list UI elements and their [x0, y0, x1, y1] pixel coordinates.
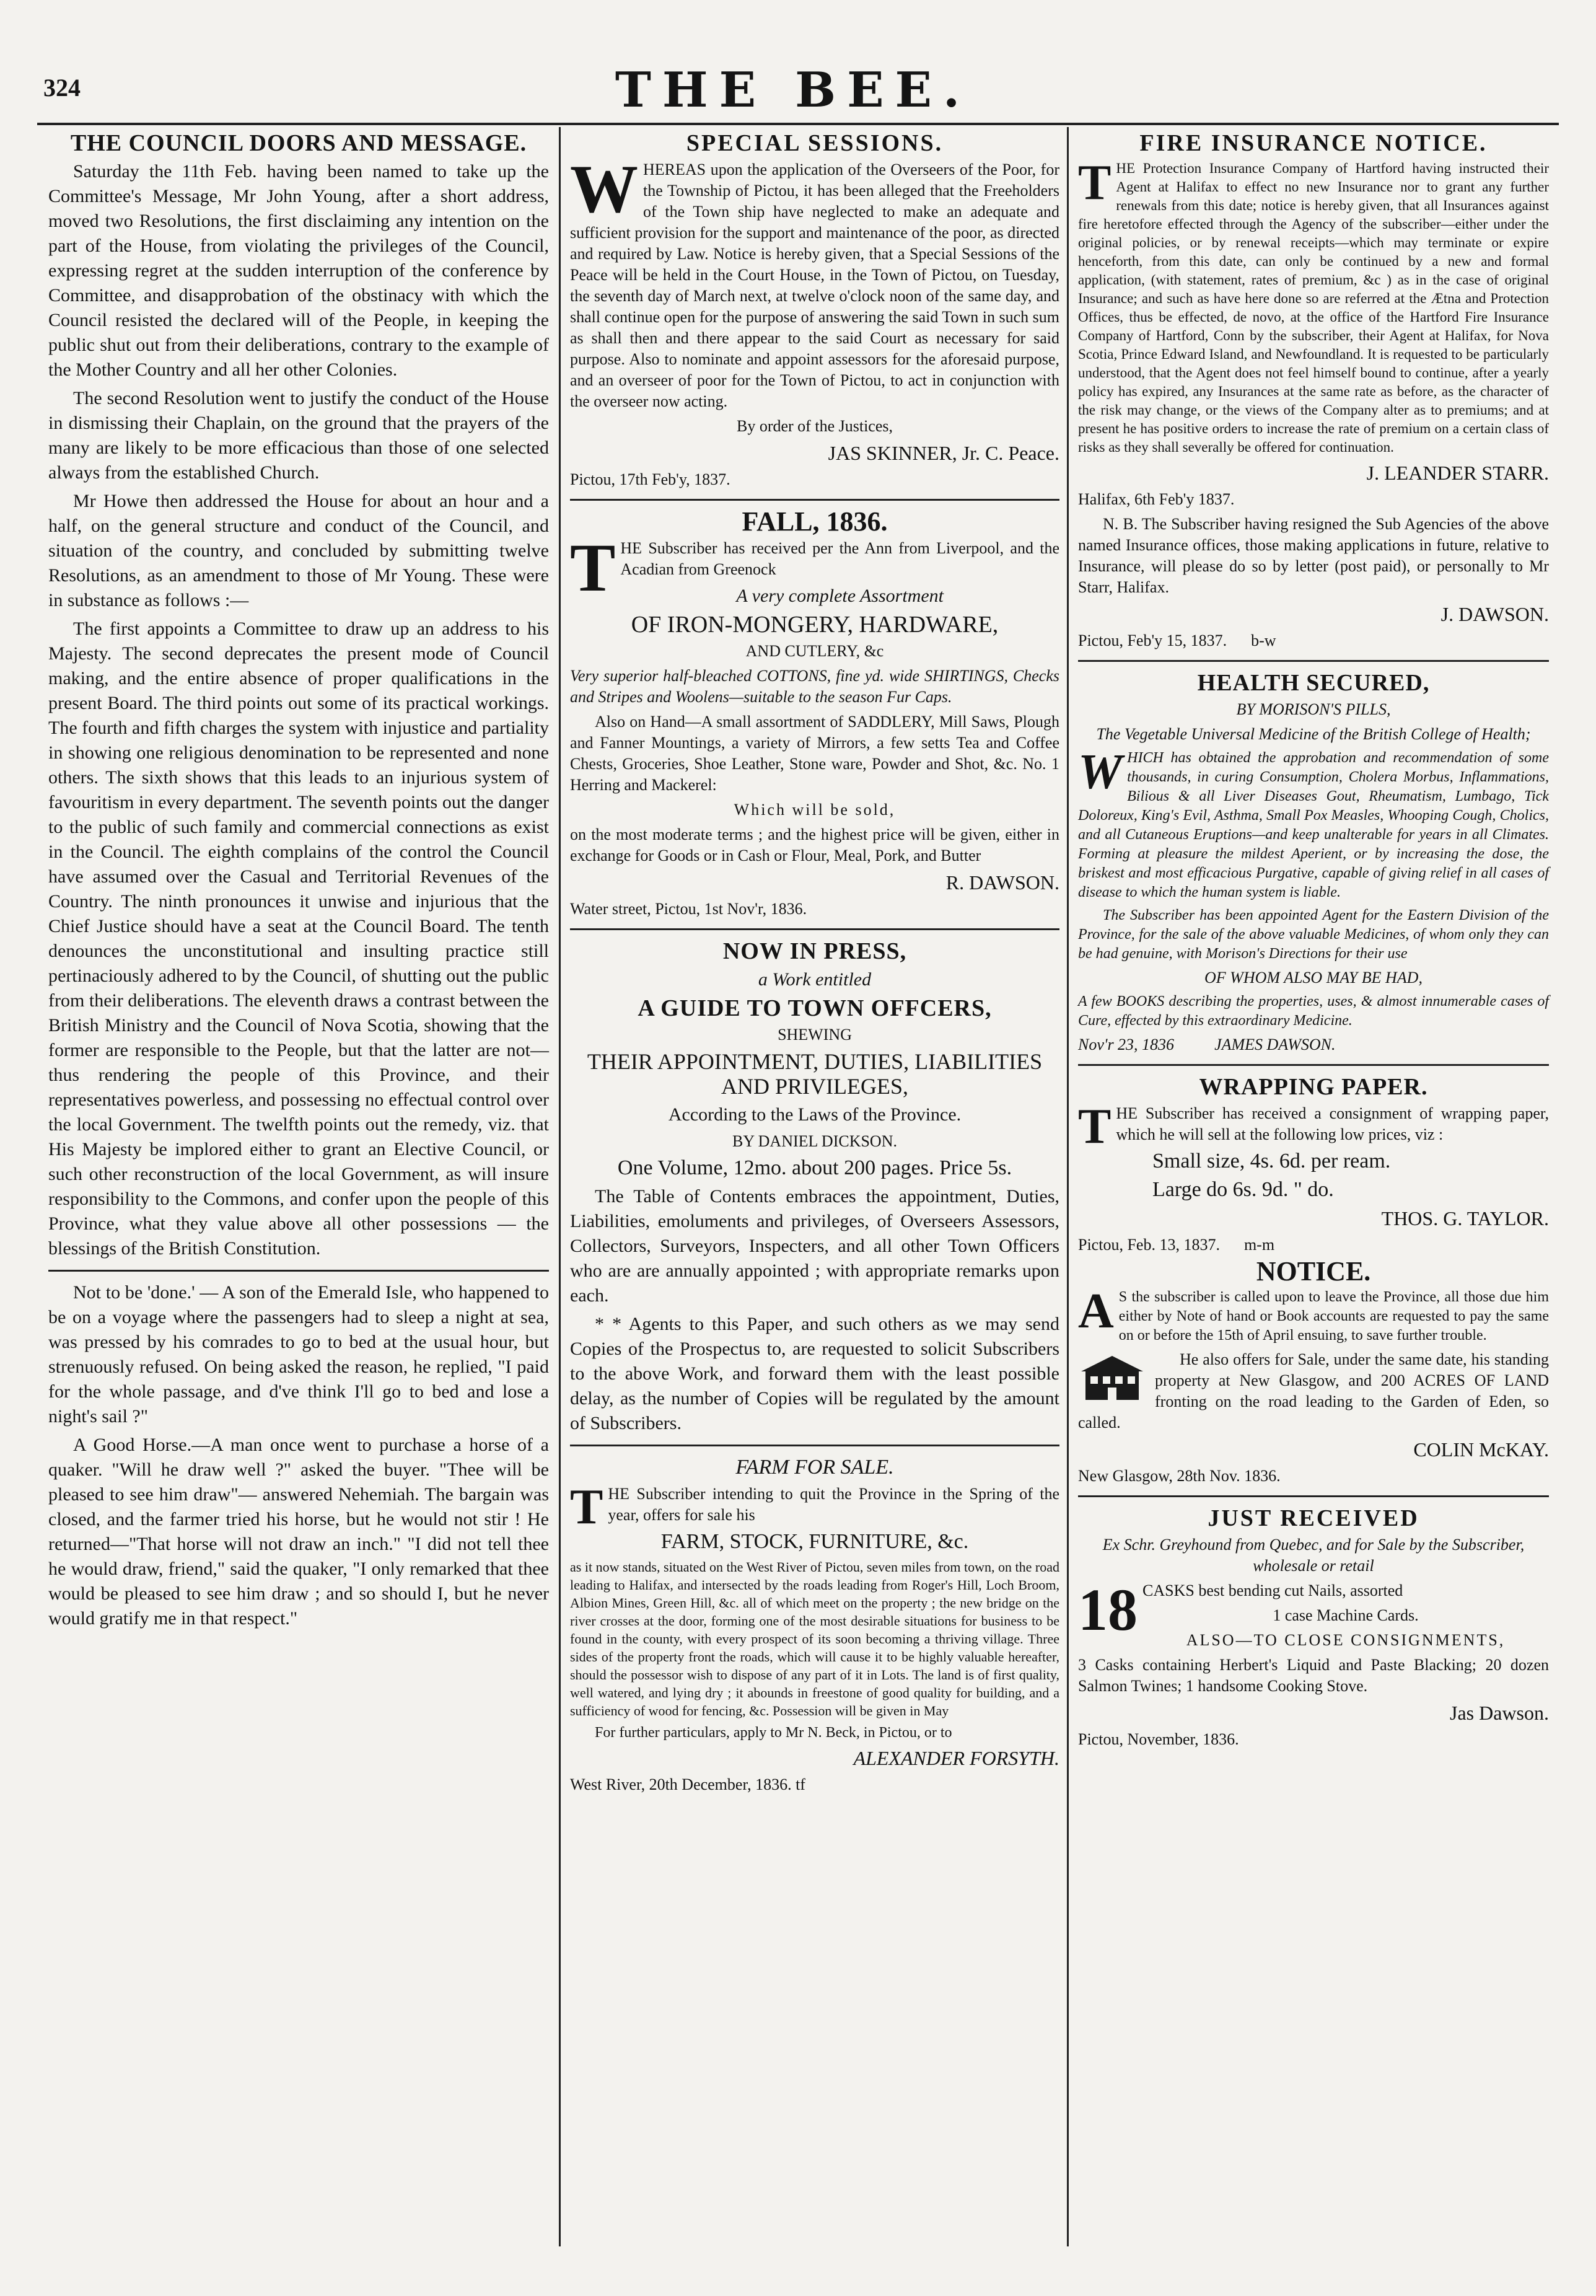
- fire-body: [1078, 156, 1549, 457]
- fire-mark: b-w: [1251, 631, 1276, 649]
- press-author: BY DANIEL DICKSON.: [732, 1132, 897, 1150]
- wrapping-price-large: Large do 6s. 9d. " do.: [1152, 1178, 1334, 1201]
- fire-date-2-text: Pictou, Feb'y 15, 1837.: [1078, 631, 1227, 649]
- health-signature: JAMES DAWSON.: [1214, 1036, 1336, 1053]
- farm-date-text: West River, 20th December, 1836.: [570, 1775, 792, 1793]
- fire-signature-2: J. DAWSON.: [1440, 603, 1549, 625]
- casks-text: CASKS best bending cut Nails, assorted: [1142, 1581, 1403, 1599]
- health-agent: The Subscriber has been appointed Agent for the Eastern Division of the Province, for the sale of the above valuable Medicines, of whom only they can be had genuine, with Morison's Directions for their use: [1078, 907, 1549, 962]
- column-1: [48, 127, 549, 1635]
- fall-date: Water street, Pictou, 1st Nov'r, 1836.: [570, 900, 807, 918]
- masthead: THE BEE.: [615, 62, 971, 118]
- health-body: [1078, 745, 1549, 902]
- farm-date: [570, 1774, 1059, 1795]
- divider: [1078, 1064, 1549, 1066]
- fire-date-2: [1078, 630, 1549, 651]
- fall-sold: Which will be sold,: [734, 801, 896, 819]
- drop-cap: W: [570, 151, 638, 227]
- health-date-text: Nov'r 23, 1836: [1078, 1036, 1175, 1053]
- drop-cap: T: [1078, 156, 1112, 210]
- council-para-4: The first appoints a Committee to draw up an address to his Majesty. The second deprecates the present mode of Council making, and the entire absence of proper qualifications in the present Board. The third points out some of its practical workings. The fourth and fifth charges the system with injustice and partiality in showing one religious denomination to be represented and none others. The sixth shows that this leads to an injurious system of favouritism in every department. The seventh points out the danger to the public of such family and commercial connections as exist in the Council. The eighth complains of the control the Council have assumed over the Casual and Territorial Revenues of the Country. The ninth pronounces it unwise and injurious that the Chief Justice should have a seat at the Council Board. The tenth denounces the unconstitutional and insulting practice still pertinaciously adhered to by the Council, of shutting out the public from their deliberations. The eleventh draws a contrast between the British Ministry and the Council of Nova Scotia, showing that the former are responsible to the People, but that the latter are not—thus rendering the people of this Province, and their representatives powerless, and possessing no effectual control over the local Government. The twelfth points out the remedy, viz. that His Majesty be implored either to grant an Elective Council, or such other reconstruction of the local Government, as will insure responsibility to the Commons, and confer upon the people of this Province, what they value above all other possessions — the blessings of the British Constitution.: [48, 618, 549, 1259]
- fall-cottons: Very superior half-bleached COTTONS, fine yd. wide SHIRTINGS, Checks and Stripes and Woolens—suitable to the season Fur Caps.: [570, 667, 1059, 706]
- divider: [570, 499, 1059, 501]
- farm-further: For further particulars, apply to Mr N. Beck, in Pictou, or to: [595, 1725, 952, 1741]
- column-2: [570, 127, 1059, 1799]
- farm-signature: ALEXANDER FORSYTH.: [853, 1747, 1059, 1769]
- farm-body: as it now stands, situated on the West River of Pictou, seven miles from town, on the road leading to Halifax, and intersected by the roads leading from Roger's Hill, Loch Broom, Albion Mines, Green Hill, &c. all of which meet on the property ; the new bridge on the river crosses at the door, forming one of the most desirable situations for business to be found in the county, with every prospect of its soon becoming a thriving village. Three sides of the property front the roads, which will cause it to be highly valuable hereafter, should the possessor wish to dispose of any part of it in Lots. The land is of first quality, well watered, and lying dry ; it abounds in freestone of good quality for building, and a sufficiency of wood for fencing, &c. Possession will be given in May: [570, 1559, 1059, 1718]
- wrapping-body: [1078, 1099, 1549, 1154]
- special-signature: JAS SKINNER, Jr. C. Peace.: [828, 442, 1059, 464]
- just-received-title: JUST RECEIVED: [1208, 1505, 1419, 1531]
- press-shewing: SHEWING: [778, 1026, 852, 1044]
- fall-intro-text: HE Subscriber has received per the Ann from Liverpool, and the Acadian from Greenock: [620, 539, 1059, 578]
- council-para-2: The second Resolution went to justify the conduct of the House in dismissing their Chaplain, on the ground that the prayers of the many are likely to be more efficacious than those of one selected always from the established Church.: [48, 388, 549, 483]
- farm-stock: FARM, STOCK, FURNITURE, &c.: [660, 1530, 969, 1553]
- health-books: A few BOOKS describing the properties, uses, & almost innumerable cases of Cure, effected by this extraordinary Medicine.: [1078, 993, 1549, 1029]
- wrapping-price-small: Small size, 4s. 6d. per ream.: [1152, 1150, 1391, 1172]
- notice-signature: COLIN McKAY.: [1413, 1438, 1549, 1461]
- drop-cap: W: [1078, 745, 1123, 799]
- fall-signature: R. DAWSON.: [945, 871, 1059, 894]
- special-sessions-body: [570, 151, 1059, 412]
- column-rule-2: [1067, 127, 1069, 2246]
- notice-offers-block: [1078, 1349, 1549, 1433]
- fire-signature: J. LEANDER STARR.: [1366, 462, 1549, 484]
- wrapping-mark: m-m: [1243, 1236, 1275, 1254]
- press-table-of-contents: The Table of Contents embraces the appointment, Duties, Liabilities, emoluments and privileges, of Overseers Assessors, Collectors, Surveyors, Inspecters, and all other Town Officers who are are annually appointed ; with appropriate remarks upon each.: [570, 1186, 1059, 1306]
- header-rule: [37, 123, 1559, 125]
- health-body-text: HICH has obtained the approbation and recommendation of some thousands, in curing Consumption, Cholera Morbus, Inflammations, Bilious & all Liver Diseases Gout, Rheumatism, Lumbago, Tick Doloreux, King's Evil, Asthma, Small Pox Measles, Whooping Cough, Cholics, and all Cutaneous Eruptions—and keep unalterable for years in all Climates. Forming at pleasure the mildest Aperient, or by increasing the dose, the briskest and most efficacious Purgative, capable of giving relief in all cases of disease to which the human system is liable.: [1078, 750, 1549, 900]
- divider: [1078, 1495, 1549, 1497]
- health-date: [1078, 1034, 1549, 1055]
- fall-cutlery: AND CUTLERY, &c: [745, 642, 884, 660]
- column-rule-1: [559, 127, 561, 2246]
- press-laws: According to the Laws of the Province.: [668, 1104, 962, 1125]
- drop-cap: T: [570, 1480, 603, 1534]
- council-para-1: Saturday the 11th Feb. having been named to take up the Committee's Message, Mr John Young, after a short address, moved two Resolutions, the first disclaiming any intention on the part of the House, from violating the privileges of the Council, expressing regret at the sudden interruption of the conference by Committee, and disapprobation of the obstinacy with which the Council resisted the declared will of the People, in keeping the public shut out from their deliberations, contrary to the example of the Mother Country and all her other Colonies.: [48, 161, 549, 380]
- press-agents: * * Agents to this Paper, and such others as we may send Copies of the Prospectus to, are requested to solicit Subscribers to the above Work, and forward them with the least possible delay, as the number of Copies will be regulated by the amount of Subscribers.: [570, 1314, 1059, 1433]
- notice-offers: He also offers for Sale, under the same date, his standing property at New Glasgow, and 200 ACRES OF LAND fronting on the road leading to the Garden of Eden, so called.: [1078, 1350, 1549, 1432]
- fire-date: Halifax, 6th Feb'y 1837.: [1078, 490, 1235, 508]
- drop-cap: A: [1078, 1284, 1114, 1339]
- notice-title: NOTICE.: [1256, 1256, 1371, 1287]
- fire-nb: N. B. The Subscriber having resigned the Sub Agencies of the above named Insurance offices, those making applications in future, relative to Insurance, will please do so by letter (post paid), or personally to Mr Starr, Halifax.: [1078, 515, 1549, 596]
- special-sessions-title: SPECIAL SESSIONS.: [686, 130, 944, 156]
- divider: [570, 928, 1059, 930]
- special-sessions-text: HEREAS upon the application of the Overseers of the Poor, for the Township of Pictou, it has been alleged that the Freeholders of the Town ship have neglected to make an adequate and sufficient provision for the support and maintenance of the poor, as directed and required by Law. Notice is hereby given, that a Special Sessions of the Peace will be held in the Court House, in the Town of Pictou, on Tuesday, the seventh day of March next, at twelve o'clock noon of the same day, and shall continue open for the purpose of answering the said Town in such sum as shall then and there appear to the said Court as necessary for said purpose. Also to nominate and appoint assessors for the aforesaid purpose, and an overseer of poor for the Town of Pictou, to act in conjunction with the overseer now acting.: [570, 161, 1059, 410]
- farm-title: FARM FOR SALE.: [735, 1456, 894, 1479]
- press-guide-title: A GUIDE TO TOWN OFFCERS,: [638, 995, 992, 1021]
- divider: [570, 1445, 1059, 1446]
- wrapping-signature: THOS. G. TAYLOR.: [1381, 1207, 1549, 1229]
- fall-terms: on the most moderate terms ; and the highest price will be given, either in exchange for Goods or in Cash or Flour, Meal, Pork, and Butter: [570, 825, 1059, 864]
- page-number: 324: [43, 74, 81, 102]
- notice-body-text: S the subscriber is called upon to leave the Province, all those due him either by Note of hand or Book accounts are requested to pay the same on or before the 15th of April ensuing, to save further trouble.: [1118, 1289, 1549, 1344]
- press-volume: One Volume, 12mo. about 200 pages. Price 5s.: [617, 1156, 1012, 1179]
- divider: [48, 1270, 549, 1272]
- anecdote-good-horse: A Good Horse.—A man once went to purchase a horse of a quaker. "Will he draw well ?" asked the buyer. "Thee will be pleased to see him draw"— answered Nehemiah. The bargain was closed, and the farmer tried his horse, but he would not stir ! He returned—"That horse will not draw an inch." "I did not tell thee he would draw, friend," said the quaker, "I only remarked that thee would be pleased to see him draw ; and so should I, but he never would gratify me in that respect.": [48, 1435, 549, 1629]
- fire-insurance-title: FIRE INSURANCE NOTICE.: [1139, 130, 1488, 156]
- health-by: BY MORISON'S PILLS,: [1236, 700, 1391, 718]
- just-received-also: ALSO—TO CLOSE CONSIGNMENTS,: [1186, 1631, 1506, 1649]
- casks-number: 18: [1078, 1577, 1138, 1643]
- health-title: HEALTH SECURED,: [1197, 670, 1430, 696]
- notice-body: [1078, 1284, 1549, 1345]
- health-also: OF WHOM ALSO MAY BE HAD,: [1204, 969, 1423, 987]
- press-appointment: THEIR APPOINTMENT, DUTIES, LIABILITIES AND PRIVILEGES,: [587, 1049, 1043, 1099]
- health-subtitle: The Vegetable Universal Medicine of the British College of Health;: [1096, 725, 1531, 743]
- just-received-subtitle: Ex Schr. Greyhound from Quebec, and for Sale by the Subscriber, wholesale or retail: [1102, 1536, 1525, 1575]
- special-date: Pictou, 17th Feb'y, 1837.: [570, 470, 730, 488]
- house-icon: [1078, 1353, 1146, 1402]
- wrapping-date-text: Pictou, Feb. 13, 1837.: [1078, 1236, 1220, 1254]
- council-para-3: Mr Howe then addressed the House for about an hour and a half, on the general structure and conduct of the Council, and situation of the country, and concluded by submitting twelve Resolutions, as an amendment to those of Mr Young. These were in substance as follows :—: [48, 491, 549, 610]
- divider: [1078, 660, 1549, 662]
- fall-title: FALL, 1836.: [742, 506, 888, 537]
- just-received-signature: Jas Dawson.: [1450, 1702, 1549, 1724]
- wrapping-date: [1078, 1234, 1549, 1256]
- just-received-list: 3 Casks containing Herbert's Liquid and Paste Blacking; 20 dozen Salmon Twines; 1 handsome Cooking Stove.: [1078, 1656, 1549, 1695]
- farm-mark: tf: [796, 1775, 805, 1793]
- special-order: By order of the Justices,: [736, 417, 893, 435]
- just-received-date: Pictou, November, 1836.: [1078, 1730, 1239, 1748]
- press-title: NOW IN PRESS,: [722, 938, 907, 964]
- fall-also-on-hand: Also on Hand—A small assortment of SADDLERY, Mill Saws, Plough and Fanner Mountings, a variety of Mirrors, a few setts Tea and Coffee Chests, Groceries, Shoe Leather, Stone ware, Powder and Shot, &c. No. 1 Herring and Mackerel:: [570, 713, 1059, 794]
- fire-body-text: HE Protection Insurance Company of Hartford having instructed their Agent at Halifax to effect no new Insurance nor to grant any further renewals from this date; notice is hereby given, that all Insurances against fire heretofore effected through the Agency of the subscriber—either under the original policies, or by renewal receipts—which may terminate or expire henceforth, from this date, can only be continued by a new and formal application, (with statement, rates of premium, &c ) as in the case of original Insurance; and such as have here done so are referred at the Ætna and Protection Offices, thus be effected, de novo, at the office of the Hartford Fire Insurance Company of Hartford, Conn by the subscriber, their Agent at Halifax, for Nova Scotia, Prince Edward Island, and Newfoundland. It is requested to be particularly understood, that the Agent does not feel himself bound to continue, after a yearly policy has expired, any Insurances at the same rate as before, as the character of the risk may change, or the views of the Company alter as to premiums; and at present he has positive orders to increase the rate of premium on a certain class of risks as they shall severally be offered for continuation.: [1078, 161, 1549, 455]
- fall-ironmongery: OF IRON-MONGERY, HARDWARE,: [631, 612, 999, 638]
- farm-intro: [570, 1480, 1059, 1534]
- page-header: [37, 62, 1549, 127]
- fall-assortment: A very complete Assortment: [736, 586, 944, 606]
- just-received-cards: 1 case Machine Cards.: [1273, 1606, 1419, 1624]
- notice-date: New Glasgow, 28th Nov. 1836.: [1078, 1467, 1281, 1485]
- drop-cap: T: [570, 530, 616, 605]
- council-article-title: THE COUNCIL DOORS AND MESSAGE.: [70, 130, 527, 156]
- anecdote-not-to-be-done: Not to be 'done.' — A son of the Emerald Isle, who happened to be on a voyage where the passengers had to sleep a night at sea, was pressed by his comrades to go to bed at the usual hour, but strenuously refused. On being asked the reason, he replied, "I paid for the whole passage, and d've think I'll go to bed and lose a night's sail ?": [48, 1282, 549, 1427]
- wrapping-body-text: HE Subscriber has received a consignment of wrapping paper, which he will sell at the following low prices, viz :: [1116, 1104, 1549, 1143]
- drop-cap: T: [1078, 1099, 1112, 1154]
- wrapping-title: WRAPPING PAPER.: [1199, 1074, 1428, 1100]
- press-entitled: a Work entitled: [758, 969, 872, 990]
- column-3: [1078, 127, 1549, 1754]
- farm-intro-text: HE Subscriber intending to quit the Province in the Spring of the year, offers for sale his: [608, 1485, 1059, 1524]
